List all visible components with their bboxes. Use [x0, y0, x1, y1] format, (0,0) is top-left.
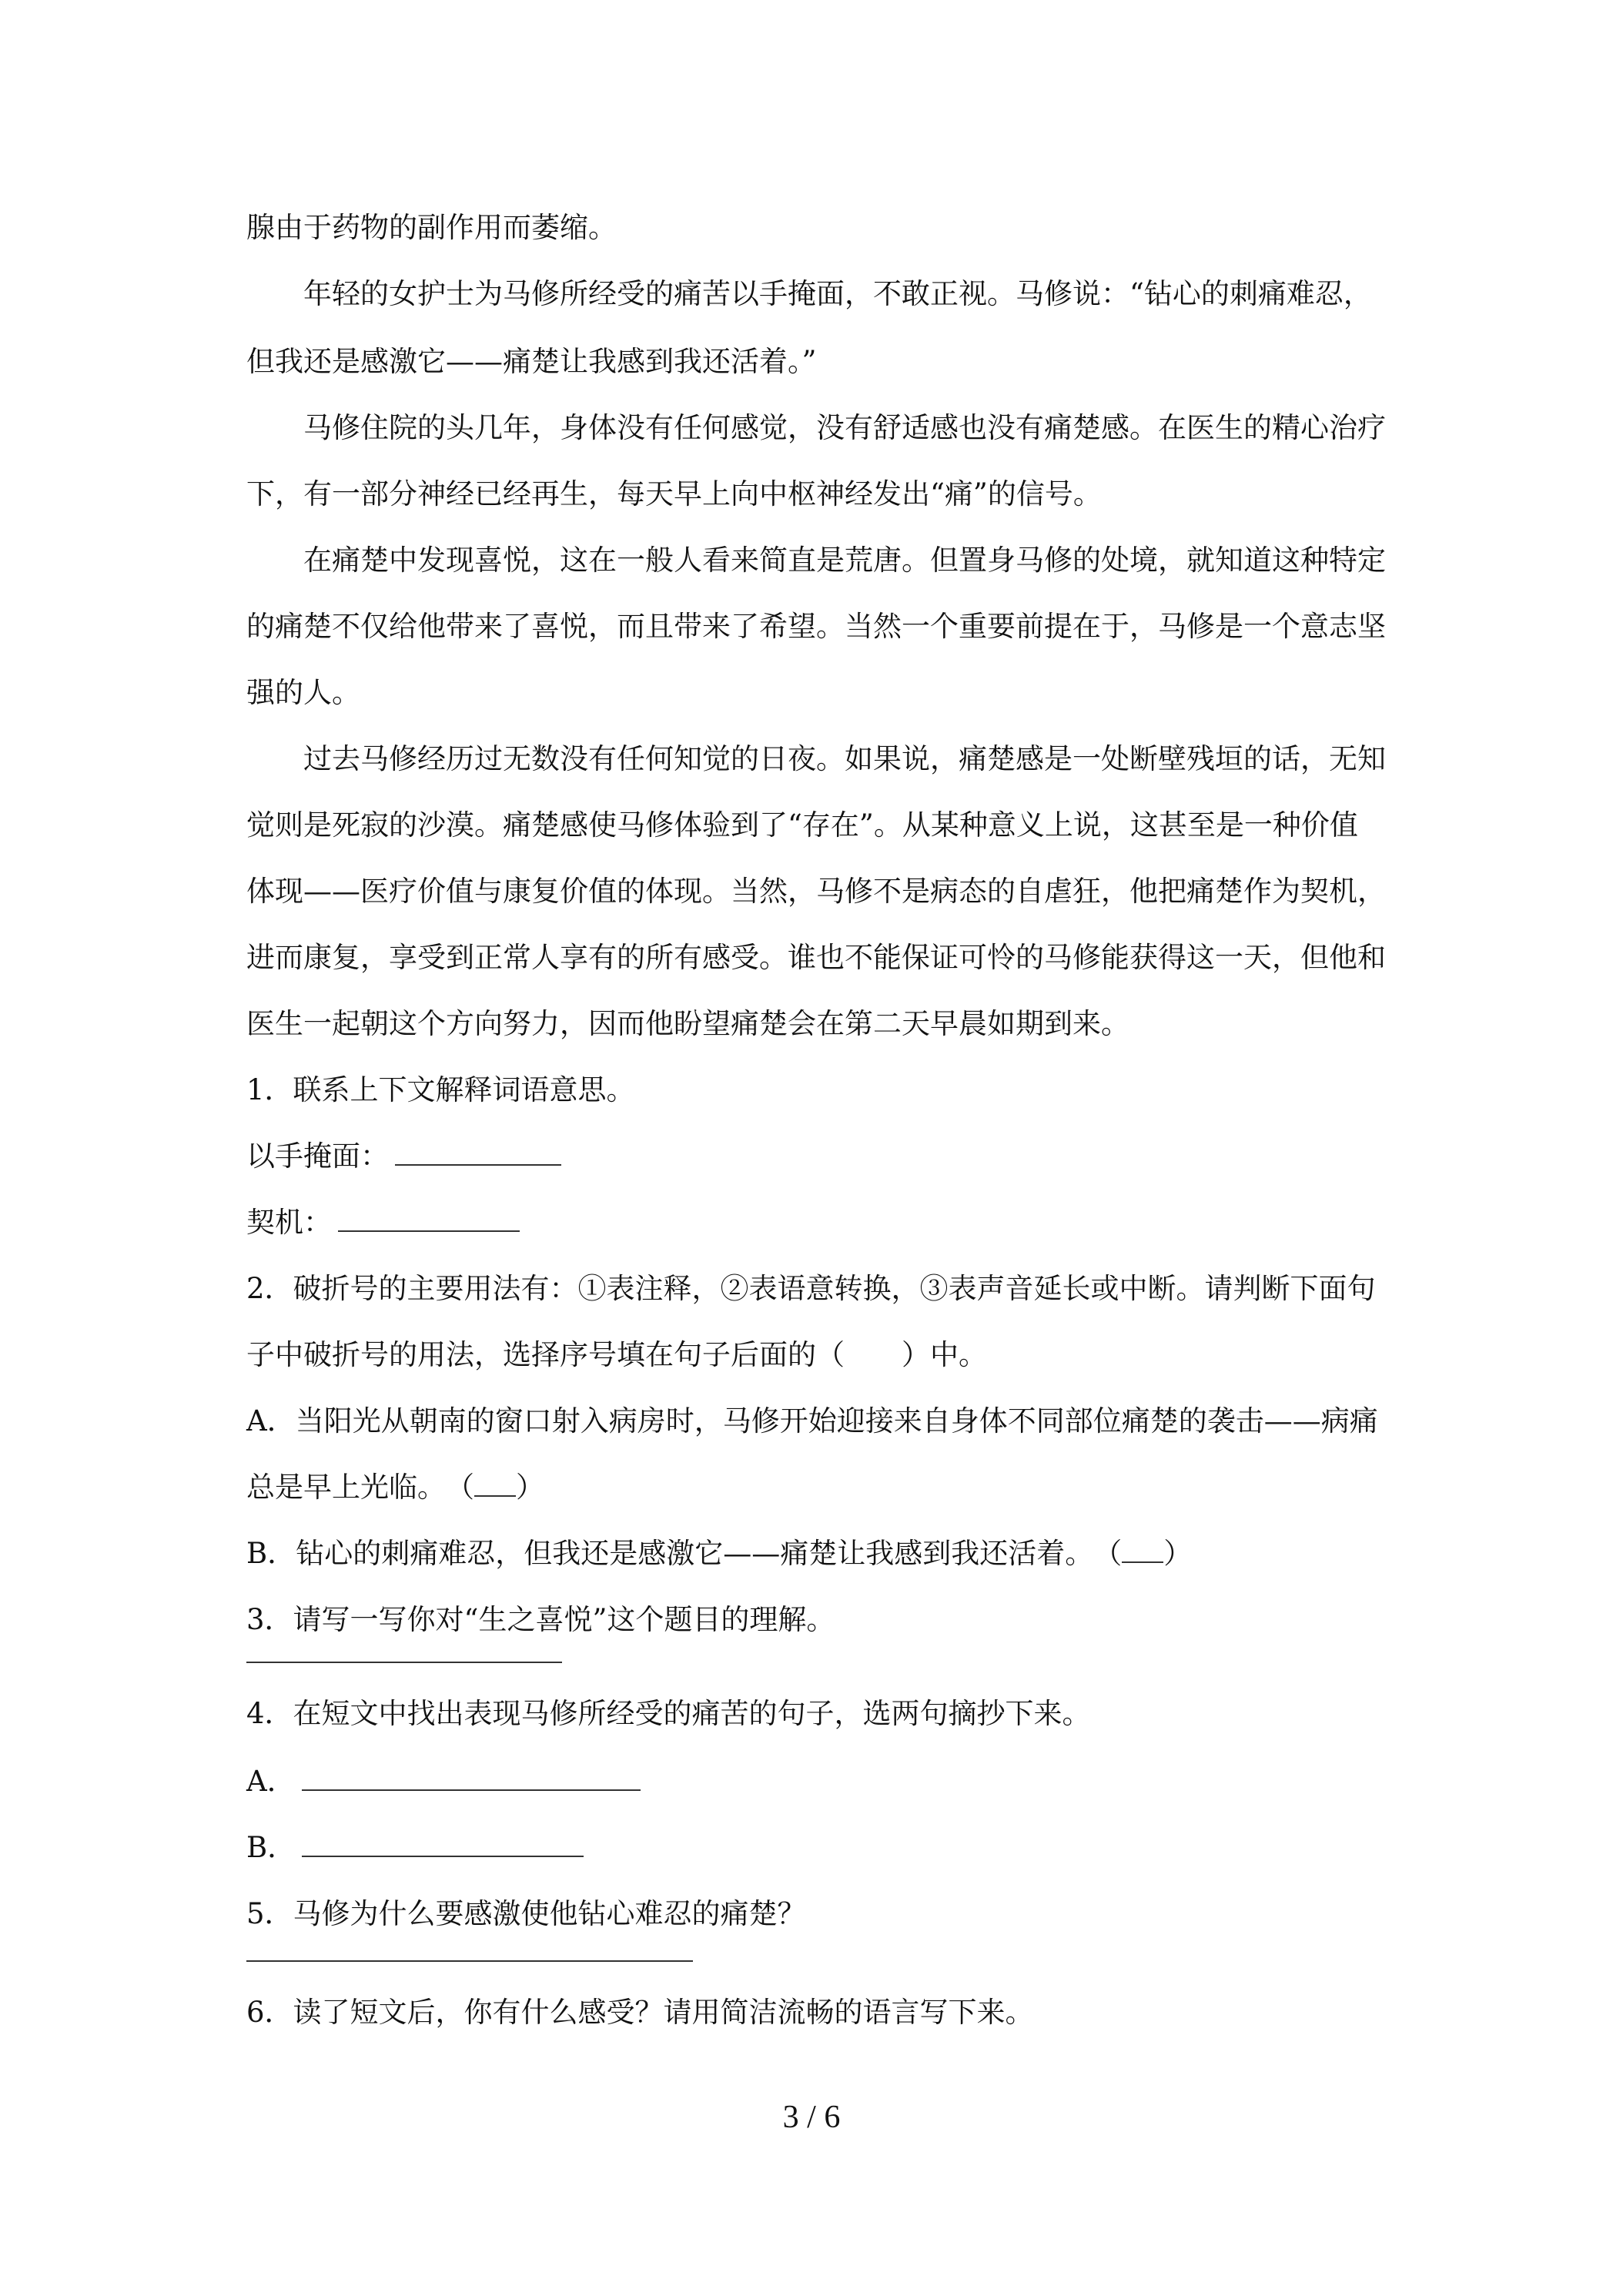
page-number: 3 / 6	[782, 2100, 841, 2135]
answer-blank[interactable]	[395, 1136, 561, 1166]
question-4: 4．在短文中找出表现马修所经受的痛苦的句子，选两句摘抄下来。	[246, 1697, 1091, 1730]
question-1a-label: 以手掩面：	[246, 1140, 389, 1173]
question-2a-cont	[246, 1468, 1386, 1508]
passage-line: 医生一起朝这个方向努力，因而他盼望痛楚会在第二天早晨如期到来。	[246, 1007, 1129, 1040]
answer-line[interactable]	[246, 1662, 562, 1663]
question-4a	[246, 1762, 1386, 1802]
passage-line: 过去马修经历过无数没有任何知觉的日夜。如果说，痛楚感是一处断壁残垣的话，无知	[303, 742, 1386, 775]
question-2a-text: 总是早上光临。	[246, 1471, 446, 1504]
answer-line[interactable]	[246, 1960, 693, 1962]
question-2-cont: 子中破折号的用法，选择序号填在句子后面的（ ）中。	[246, 1338, 987, 1371]
question-4a-label: A．	[246, 1765, 296, 1798]
question-3: 3．请写一写你对“生之喜悦”这个题目的理解。	[246, 1603, 835, 1636]
passage-line: 的痛楚不仅给他带来了喜悦，而且带来了希望。当然一个重要前提在于，马修是一个意志坚	[246, 610, 1386, 643]
question-2b-text: B．钻心的刺痛难忍，但我还是感激它——痛楚让我感到我还活着。	[246, 1537, 1094, 1570]
question-4b-label: B．	[246, 1831, 296, 1864]
passage-line: 在痛楚中发现喜悦，这在一般人看来简直是荒唐。但置身马修的处境，就知道这种特定	[303, 544, 1386, 577]
passage-line: 腺由于药物的副作用而萎缩。	[246, 211, 617, 244]
question-2: 2．破折号的主要用法有：①表注释，②表语意转换，③表声音延长或中断。请判断下面句	[246, 1272, 1376, 1305]
question-1a	[246, 1136, 1386, 1176]
question-6: 6．读了短文后，你有什么感受？请用简洁流畅的语言写下来。	[246, 1996, 1034, 2029]
passage-line: 下，有一部分神经已经再生，每天早上向中枢神经发出“痛”的信号。	[246, 477, 1102, 510]
passage-line: 体现——医疗价值与康复价值的体现。当然，马修不是病态的自虐狂，他把痛楚作为契机，	[246, 875, 1386, 908]
question-5: 5．马修为什么要感激使他钻心难忍的痛楚？	[246, 1897, 806, 1930]
passage-line: 年轻的女护士为马修所经受的痛苦以手掩面，不敢正视。马修说：“钻心的刺痛难忍，	[303, 277, 1372, 310]
passage-line: 强的人。	[246, 676, 360, 709]
answer-blank[interactable]	[338, 1203, 520, 1232]
question-1b	[246, 1203, 1386, 1243]
question-1: 1．联系上下文解释词语意思。	[246, 1073, 635, 1106]
passage-line: 但我还是感激它——痛楚让我感到我还活着。”	[246, 345, 817, 378]
answer-parentheses[interactable]: （ ）	[1093, 1537, 1193, 1570]
answer-blank[interactable]	[302, 1828, 584, 1857]
question-4b	[246, 1828, 1386, 1868]
question-1b-label: 契机：	[246, 1206, 332, 1239]
question-2a: A．当阳光从朝南的窗口射入病房时，马修开始迎接来自身体不同部位痛楚的袭击——病痛	[246, 1404, 1378, 1438]
question-2b	[246, 1534, 1386, 1574]
answer-blank[interactable]	[302, 1762, 641, 1791]
passage-line: 马修住院的头几年，身体没有任何感觉，没有舒适感也没有痛楚感。在医生的精心治疗	[303, 411, 1386, 444]
passage-line: 觉则是死寂的沙漠。痛楚感使马修体验到了“存在”。从某种意义上说，这甚至是一种价值	[246, 808, 1358, 842]
answer-parentheses[interactable]: （ ）	[446, 1471, 544, 1504]
passage-line: 进而康复，享受到正常人享有的所有感受。谁也不能保证可怜的马修能获得这一天，但他和	[246, 941, 1386, 974]
